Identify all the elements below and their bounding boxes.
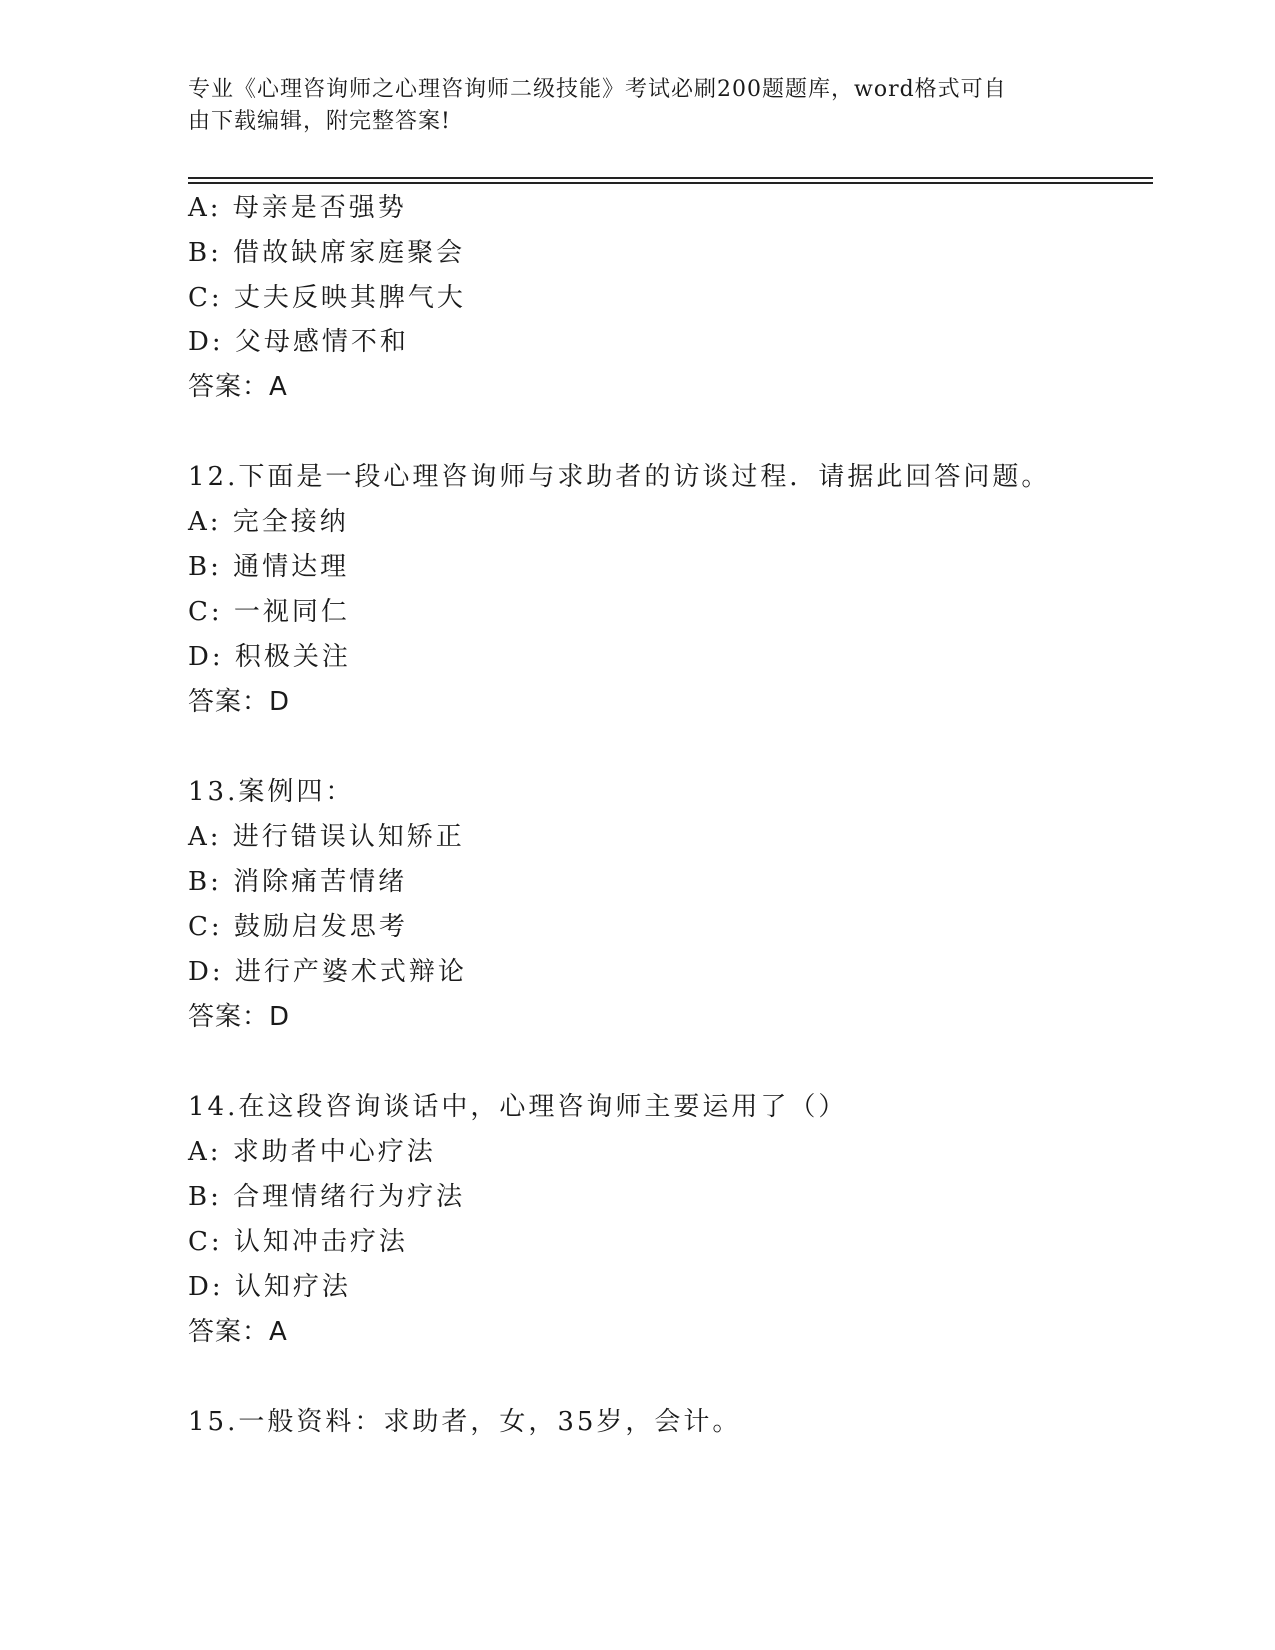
q12-question: 12.下面是一段心理咨询师与求助者的访谈过程．请据此回答问题。 xyxy=(188,462,1051,492)
header-divider-top xyxy=(188,177,1153,179)
header-line-1: 专业《心理咨询师之心理咨询师二级技能》考试必刷200题题库，word格式可自 xyxy=(188,77,1007,102)
q13-answer: 答案：D xyxy=(188,1002,291,1032)
q11-option-c: C: 丈夫反映其脾气大 xyxy=(188,283,466,313)
header-divider-bottom xyxy=(188,182,1153,184)
q11-option-d: D: 父母感情不和 xyxy=(188,327,409,357)
q13-option-a: A: 进行错误认知矫正 xyxy=(188,822,465,852)
q11-option-a: A: 母亲是否强势 xyxy=(188,193,407,223)
q13-option-c: C: 鼓励启发思考 xyxy=(188,912,408,942)
q13-option-b: B: 消除痛苦情绪 xyxy=(188,867,408,897)
q12-option-d: D: 积极关注 xyxy=(188,642,351,672)
q12-answer: 答案：D xyxy=(188,687,291,717)
q14-answer: 答案：A xyxy=(188,1317,288,1347)
q15-question: 15.一般资料：求助者，女，35岁，会计。 xyxy=(188,1407,742,1437)
q12-option-a: A: 完全接纳 xyxy=(188,507,349,537)
q14-option-c: C: 认知冲击疗法 xyxy=(188,1227,408,1257)
q11-answer: 答案：A xyxy=(188,372,288,402)
q12-option-b: B: 通情达理 xyxy=(188,552,350,582)
q11-option-b: B: 借故缺席家庭聚会 xyxy=(188,238,466,268)
q12-option-c: C: 一视同仁 xyxy=(188,597,350,627)
q14-option-d: D: 认知疗法 xyxy=(188,1272,351,1302)
q13-option-d: D: 进行产婆术式辩论 xyxy=(188,957,467,987)
header-line-2: 由下载编辑，附完整答案! xyxy=(188,109,451,134)
document-header xyxy=(188,74,1068,138)
q14-option-a: A: 求助者中心疗法 xyxy=(188,1137,436,1167)
q14-option-b: B: 合理情绪行为疗法 xyxy=(188,1182,466,1212)
q13-question: 13.案例四： xyxy=(188,777,355,807)
q14-question: 14.在这段咨询谈话中，心理咨询师主要运用了（） xyxy=(188,1092,848,1122)
